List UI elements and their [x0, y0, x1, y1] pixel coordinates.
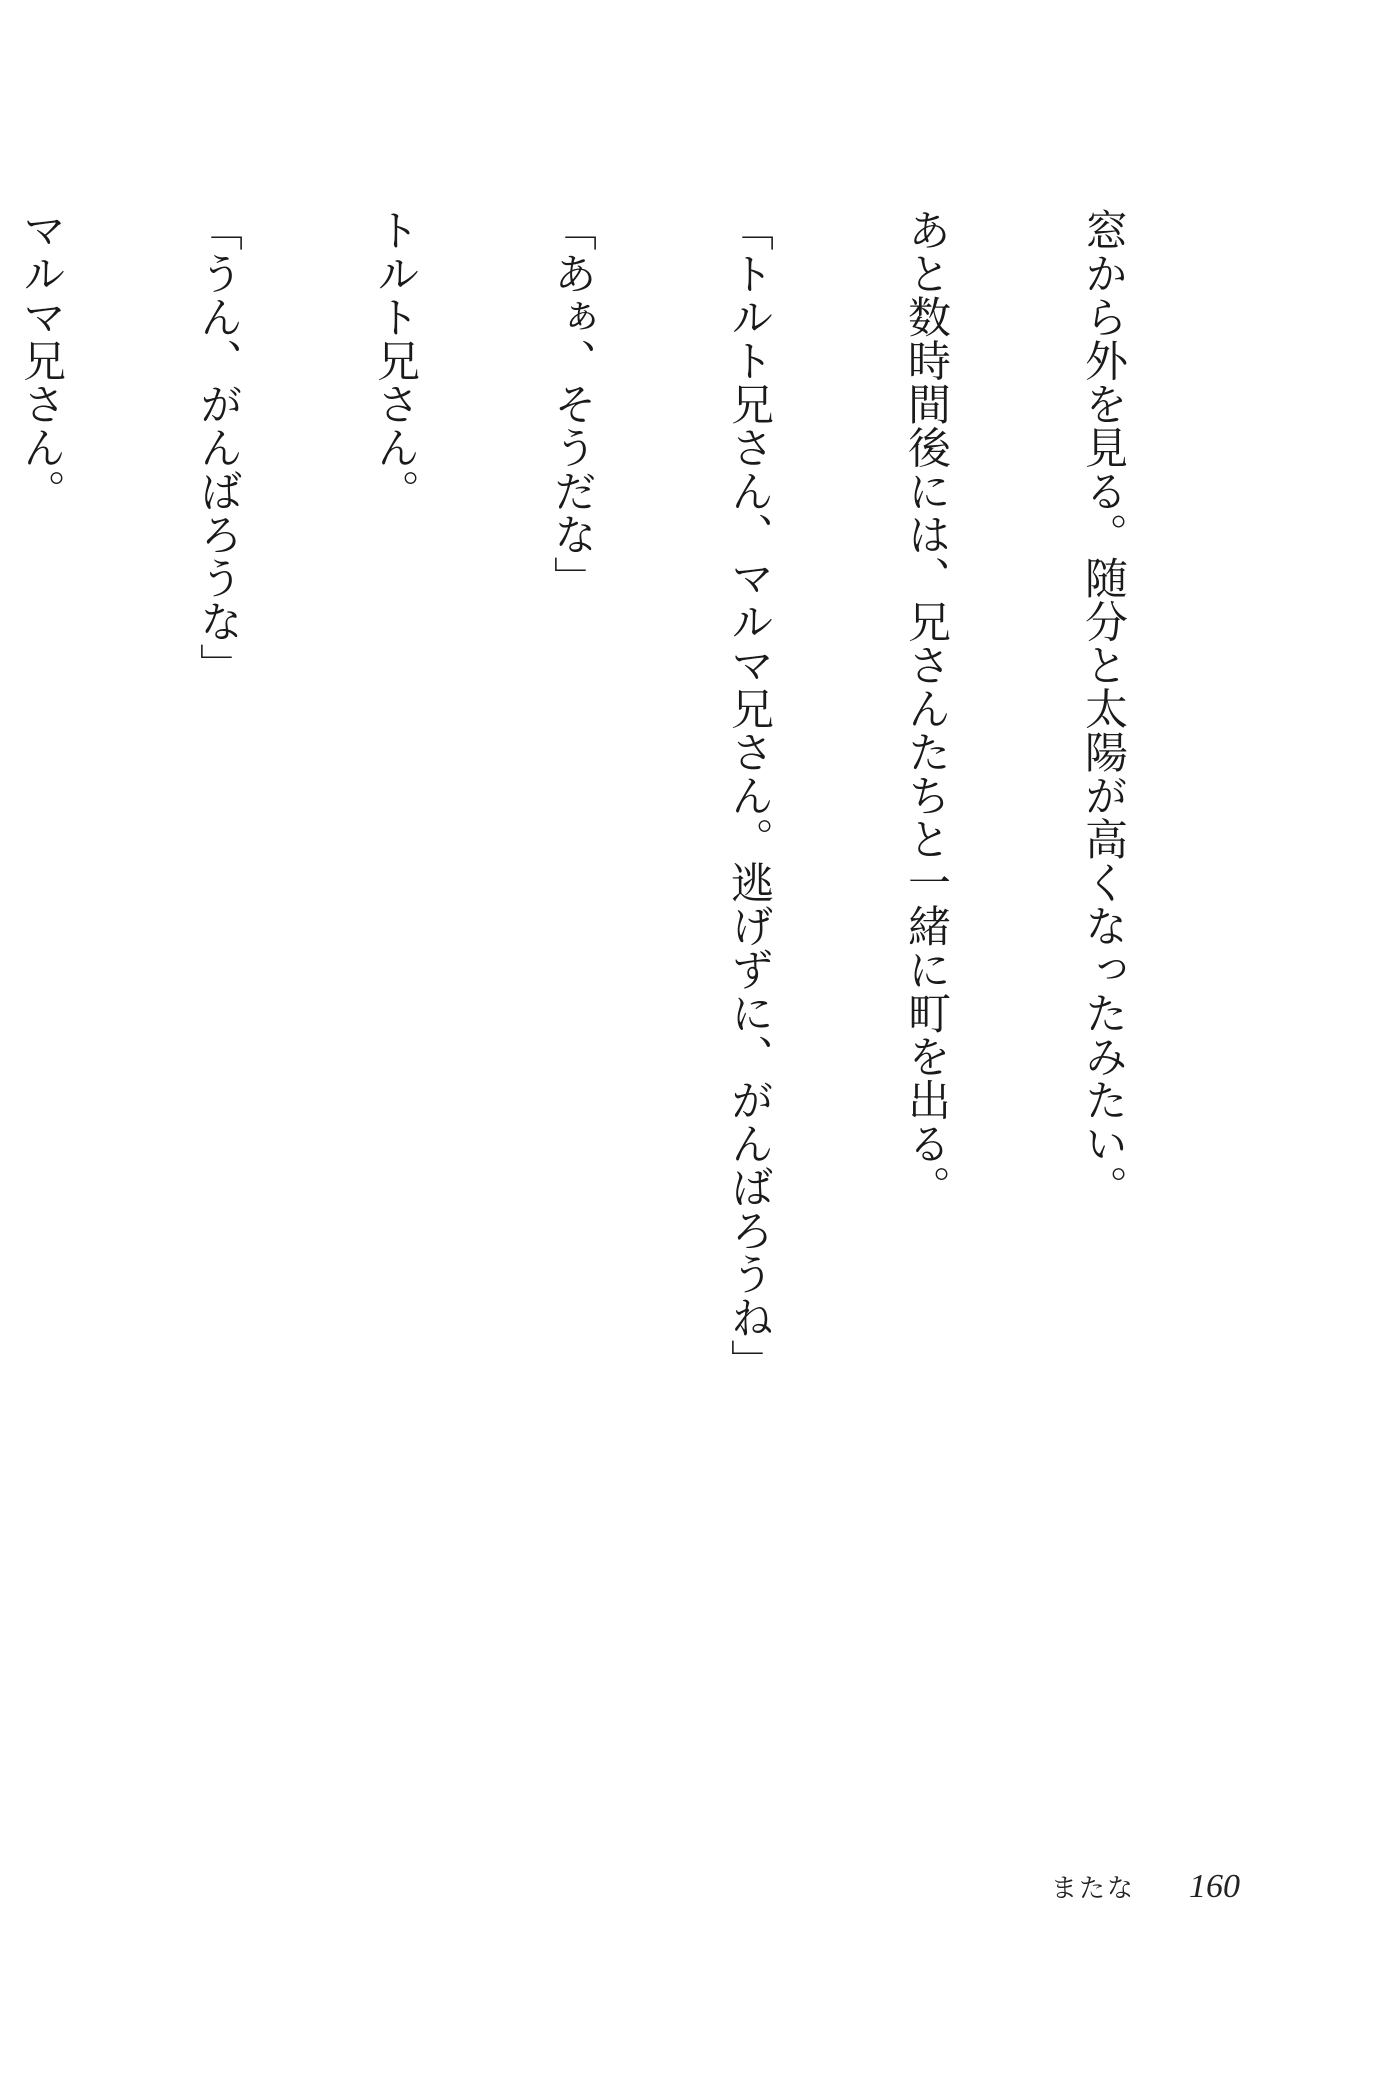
- text-line: 窓から外を見る。随分と太陽が高くなったみたい。: [1078, 208, 1128, 1209]
- text-line: 「トルト兄さん、マルマ兄さん。逃げずに、がんばろうね」: [724, 208, 774, 1383]
- text-line: 「あぁ、そうだな」: [547, 208, 597, 600]
- running-chapter-title: またな: [1050, 1874, 1135, 1904]
- text-line: トルト兄さん。: [370, 208, 420, 513]
- text-line: マルマ兄さん。: [16, 208, 66, 513]
- vertical-text-body: [0, 208, 1250, 1768]
- page-footer: [1051, 1868, 1240, 1906]
- text-line: あと数時間後には、兄さんたちと一緒に町を出る。: [901, 208, 951, 1209]
- page-number: 160: [1189, 1868, 1240, 1905]
- text-line: 「うん、がんばろうな」: [193, 208, 243, 687]
